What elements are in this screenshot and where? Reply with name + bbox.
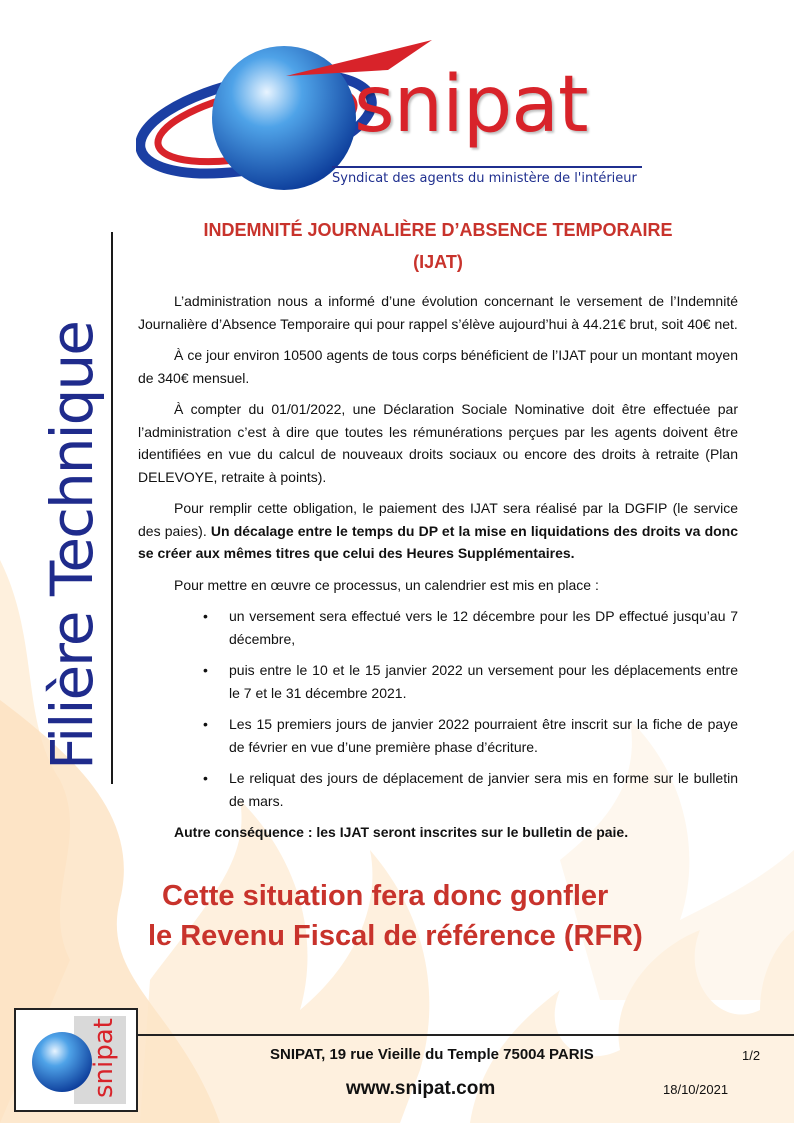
highlight-statement	[124, 876, 674, 956]
paragraph-text: Pour remplir cette obligation, le paiement des IJAT sera réalisé par la DGFIP (le service des paies).	[138, 500, 738, 539]
bullet-icon: •	[203, 662, 208, 678]
list-item	[138, 713, 738, 758]
document-body	[138, 214, 738, 843]
logo-subtitle: Syndicat des agents du ministère de l'intérieur	[332, 166, 642, 186]
highlight-line-2: le Revenu Fiscal de référence (RFR)	[148, 920, 643, 952]
paragraph-dgfip	[138, 497, 738, 565]
sidebar-title: Filière Technique	[38, 322, 106, 770]
website-link[interactable]: www.snipat.com	[346, 1078, 496, 1099]
list-item-text: Le reliquat des jours de déplacement de janvier sera mis en forme sur le bulletin de mars.	[229, 770, 738, 809]
page-number: 1/2	[742, 1048, 761, 1063]
document-title	[138, 214, 738, 278]
title-line-2: (IJAT)	[413, 252, 463, 272]
list-item-text: Les 15 premiers jours de janvier 2022 pourraient être inscrit sur la fiche de paye de février en vue d’une première phase d’écriture.	[229, 716, 738, 755]
paragraph: À ce jour environ 10500 agents de tous corps bénéficient de l’IJAT pour un montant moyen de 340€ mensuel.	[138, 347, 738, 386]
consequence-note: Autre conséquence : les IJAT seront inscrites sur le bulletin de paie.	[174, 824, 629, 840]
paragraph: L’administration nous a informé d’une évolution concernant le versement de l’Indemnité Journalière d’Absence Temporaire qui pour rappel s’élève aujourd’hui à 44.21€ brut, soit 40€ net.	[138, 293, 738, 332]
paragraph: À compter du 01/01/2022, une Déclaration Sociale Nominative doit être effectuée par l’administration c’est à dire que toutes les rémunérations perçues par les agents doivent être identifiées en vue du calcul de nouveaux droits sociaux ou encore des droits à retraite (Plan DELEVOYE, retraite à points).	[138, 401, 738, 485]
sidebar-divider	[111, 232, 113, 784]
bullet-icon: •	[203, 716, 208, 732]
list-item	[138, 659, 738, 704]
paragraph: Pour mettre en œuvre ce processus, un calendrier est mis en place :	[174, 576, 599, 593]
bullet-icon: •	[203, 770, 208, 786]
list-item-text: un versement sera effectué vers le 12 décembre pour les DP effectué jusqu’au 7 décembre,	[229, 608, 738, 647]
list-item-text: puis entre le 10 et le 15 janvier 2022 un versement pour les déplacements entre le 7 et le 31 décembre 2021.	[229, 662, 738, 701]
list-item	[138, 605, 738, 650]
footer-logo	[14, 1008, 138, 1112]
footer-logo-word: snipat	[89, 1018, 119, 1098]
paragraph-emphasis: Un décalage entre le temps du DP et la mise en liquidations des droits va donc se créer aux mêmes titres que celui des Heures Supplémentaires.	[138, 522, 739, 561]
highlight-line-1: Cette situation fera donc gonfler	[162, 880, 609, 912]
calendar-list	[138, 605, 738, 812]
document-date: 18/10/2021	[663, 1082, 729, 1097]
list-item	[138, 767, 738, 812]
snipat-logo	[136, 36, 646, 196]
bullet-icon: •	[203, 608, 208, 624]
logo-wordmark: snipat	[354, 60, 588, 150]
title-line-1: INDEMNITÉ JOURNALIÈRE D’ABSENCE TEMPORAIRE	[203, 220, 673, 240]
footer-address: SNIPAT, 19 rue Vieille du Temple 75004 PARIS	[270, 1046, 594, 1063]
